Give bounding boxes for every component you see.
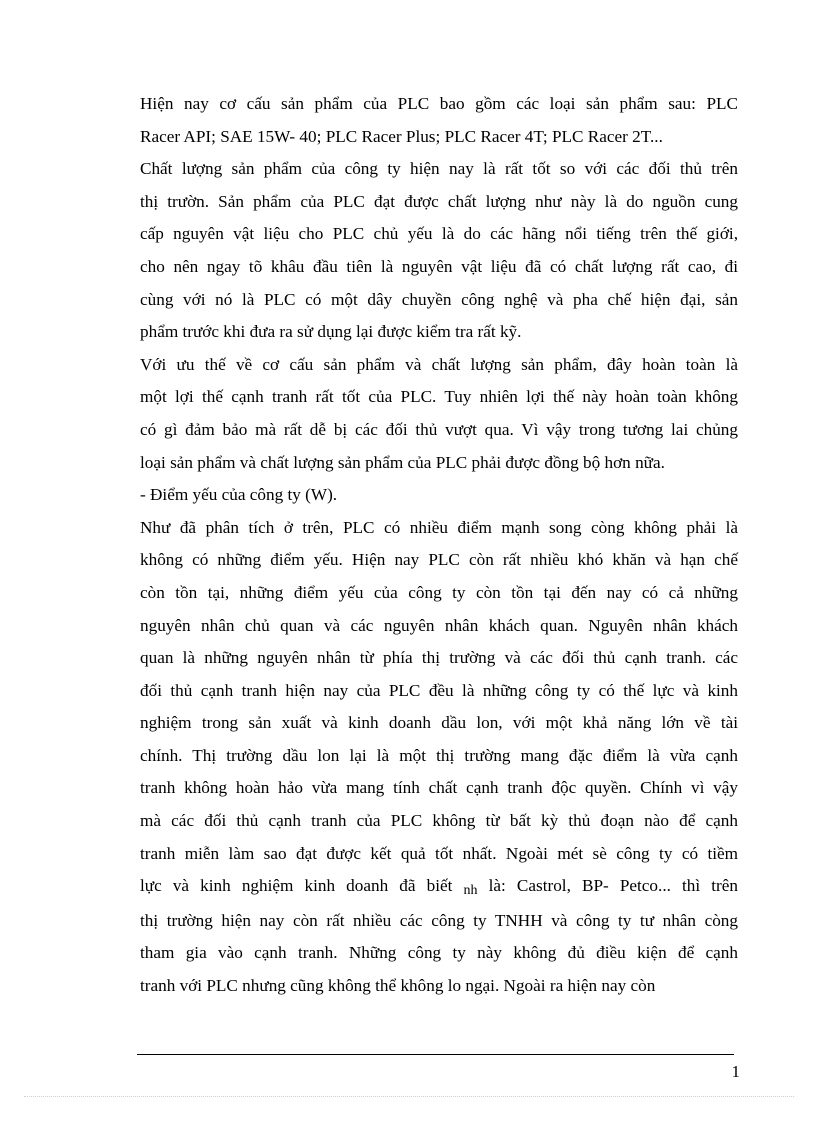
footer-divider [137, 1054, 734, 1055]
text-line: cấp nguyên vật liệu cho PLC chủ yếu là do các hãng nổi tiếng trên thế giới, [140, 224, 738, 244]
text-line: - Điểm yếu của công ty (W). [140, 485, 338, 505]
text-line: đối thủ cạnh tranh hiện nay của PLC đều là những công ty có thế lực và kinh [140, 680, 738, 700]
page-bottom-border [24, 1096, 794, 1097]
text-line: nguyên nhân chủ quan và các nguyên nhân khách quan. Nguyên nhân khách [140, 615, 738, 635]
text-line: Racer API; SAE 15W- 40; PLC Racer Plus; PLC Racer 4T; PLC Racer 2T... [140, 126, 663, 146]
text-line: nghiệm trong sản xuất và kinh doanh dầu lon, với một khả năng lớn về tài [140, 713, 738, 733]
paragraph-p1 [140, 88, 738, 153]
text-line: cho nên ngay tõ khâu đầu tiên là nguyên vật liệu đã có chất lượng rất cao, đi [140, 256, 738, 276]
text-line: thị trường hiện nay còn rất nhiều các công ty TNHH và công ty tư nhân còng [140, 910, 738, 930]
text-line: phẩm trước khi đưa ra sử dụng lại được kiểm tra rất kỹ. [140, 322, 522, 342]
text-line: không có những điểm yếu. Hiện nay PLC còn rất nhiều khó khăn và hạn chế [140, 550, 738, 570]
paragraph-p3 [140, 349, 738, 479]
text-line: tranh không hoàn hảo vừa mang tính chất cạnh tranh độc quyền. Chính vì vậy [140, 778, 738, 798]
text-line: cùng với nó là PLC có một dây chuyền công nghệ và pha chế hiện đại, sản [140, 289, 738, 309]
text-line: mà các đối thủ cạnh tranh của PLC không từ bất kỳ thủ đoạn nào để cạnh [140, 811, 738, 831]
text-line: có gì đảm bảo mà rất dễ bị các đối thủ vượt qua. Vì vậy trong tương lai chủng [140, 419, 738, 439]
page-number: 1 [731, 1062, 740, 1081]
text-line: Hiện nay cơ cấu sản phẩm của PLC bao gồm các loại sản phẩm sau: PLC [140, 94, 738, 113]
text-line: một lợi thế cạnh tranh rất tốt của PLC. Tuy nhiên lợi thế này hoàn toàn không [140, 387, 738, 407]
text-line: Với ưu thế về cơ cấu sản phẩm và chất lượng sản phẩm, đây hoàn toàn là [140, 354, 738, 374]
text-line: Như đã phân tích ở trên, PLC có nhiều điểm mạnh song còng không phải là [140, 517, 738, 537]
text-line: quan là những nguyên nhân từ phía thị trường và các đối thủ cạnh tranh. các [140, 648, 738, 668]
text-line: Chất lượng sản phẩm của công ty hiện nay là rất tốt so với các đối thủ trên [140, 159, 738, 179]
text-line: tham gia vào cạnh tranh. Những công ty này không đủ điều kiện để cạnh [140, 943, 738, 963]
text-line: thị trườn. Sản phẩm của PLC đạt được chất lượng như này là do nguồn cung [140, 191, 738, 211]
subscript-fragment: nh [463, 883, 478, 899]
text-line: loại sản phẩm và chất lượng sản phẩm của PLC phải được đồng bộ hơn nữa. [140, 452, 665, 472]
text-fragment: là: Castrol, BP- Petco... thì trên [477, 876, 738, 896]
paragraph-p5 [140, 512, 738, 1003]
text-line: tranh miễn làm sao đạt được kết quả tốt nhất. Ngoài mét sè công ty có tiềm [140, 843, 738, 863]
paragraph-p4 [140, 479, 738, 512]
document-body [140, 88, 738, 1003]
text-line: tranh với PLC nhưng cũng không thể không lo ngại. Ngoài ra hiện nay còn [140, 976, 656, 996]
text-line-with-subscript [140, 870, 738, 905]
text-line: còn tồn tại, những điểm yếu của công ty còn tồn tại đến nay có cả những [140, 582, 738, 602]
text-line: chính. Thị trường dầu lon lại là một thị trường mang đặc điểm là vừa cạnh [140, 745, 738, 765]
text-fragment: lực và kinh nghiệm kinh doanh đã biết [140, 876, 464, 896]
paragraph-p2 [140, 153, 738, 349]
